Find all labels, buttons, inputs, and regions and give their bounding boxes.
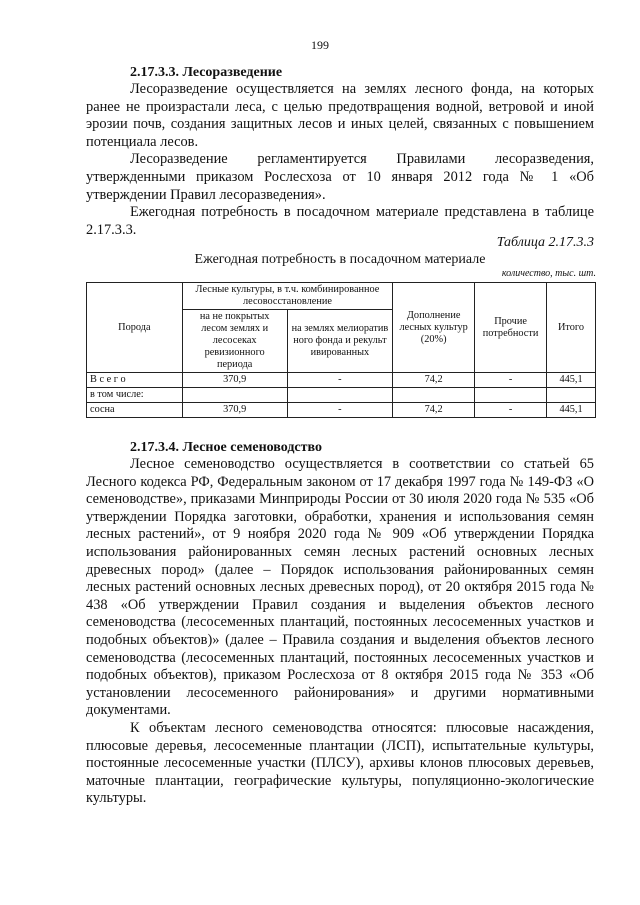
- cell: [182, 388, 287, 403]
- page-number: 199: [311, 38, 329, 52]
- cell: 74,2: [393, 373, 475, 388]
- cell: [475, 388, 547, 403]
- paragraph: Лесоразведение регламентируется Правилами лесоразведения, утвержденными приказом Рослесхоза от 10 января 2012 года № 1 «Об утверждении Правил лесоразведения».: [86, 151, 594, 203]
- table-caption: Таблица 2.17.3.3: [496, 235, 594, 250]
- paragraph: Ежегодная потребность в посадочном материале представлена в таблице 2.17.3.3.: [86, 204, 594, 238]
- section-heading-seed-production: 2.17.3.4. Лесное семеноводство: [130, 440, 322, 455]
- cell: [287, 388, 393, 403]
- paragraph: Лесное семеноводство осуществляется в соответствии со статьей 65 Лесного кодекса РФ, Федеральным законом от 17 декабря 1997 года № 149-ФЗ «О семеноводстве», приказами Минприроды России от 30 июля 2020 года № 535 «Об утверждении Порядка заготовки, обработки, хранения и использования семян лесных растений», от 9 ноября 2020 года № 909 «Об утверждении Порядка использования районированных семян лесных растений основных лесных древесных пород» (далее – Порядок использования районированных семян лесных растений основных лесных древесных пород), от 20 октября 2015 года № 438 «Об утверждении Правил создания и выделения объектов лесного семеноводства (лесосеменных плантаций, постоянных лесосеменных участков и подобных объектов)» (далее – Правила создания и выделения объектов лесного семеноводства (лесосеменных плантаций, постоянных лесосеменных участков и подобных объектов), приказом Рослесхоза от 8 октября 2015 года № 353 «Об установлении лесосеменного районирования» и другими нормативными документами.: [86, 456, 594, 719]
- table-row: [87, 373, 596, 388]
- cell: 445,1: [547, 403, 596, 418]
- cell: 370,9: [182, 373, 287, 388]
- header-forest-crops: Лесные культуры, в т.ч. комбинированное лесовосстановление: [182, 283, 392, 310]
- table-unit: количество, тыс. шт.: [501, 268, 596, 279]
- seedling-demand-table: [86, 282, 596, 418]
- row-label: в том числе:: [87, 388, 183, 403]
- cell: -: [287, 373, 393, 388]
- section-seed-production: [86, 439, 594, 808]
- header-uncovered-lands: на не покрытых лесом землях и лесосеках ревизионного периода: [182, 310, 287, 373]
- paragraph: Лесоразведение осуществляется на землях лесного фонда, на которых ранее не произрастали леса, с целью предотвращения водной, ветровой и иной эрозии почв, создания защитных лесов и иных целей, связанных с повышением потенциала лесов.: [86, 81, 594, 150]
- table-row: [87, 388, 596, 403]
- header-additional: Дополнение лесных культур (20%): [393, 283, 475, 373]
- cell: 370,9: [182, 403, 287, 418]
- cell: [547, 388, 596, 403]
- cell: [393, 388, 475, 403]
- section-heading-afforestation: 2.17.3.3. Лесоразведение: [130, 65, 283, 80]
- row-label: В с е г о: [87, 373, 183, 388]
- paragraph: К объектам лесного семеноводства относятся: плюсовые насаждения, плюсовые деревья, лесосеменные плантации (ЛСП), испытательные культуры, постоянные лесосеменные участки (ПЛСУ), архивы клонов плюсовых деревьев, маточные плантации, географические культуры, популяционно-экологические культуры.: [86, 719, 594, 807]
- table-row: [87, 403, 596, 418]
- cell: -: [475, 373, 547, 388]
- header-total: Итого: [547, 283, 596, 373]
- cell: -: [287, 403, 393, 418]
- cell: 74,2: [393, 403, 475, 418]
- header-other: Прочие потребности: [475, 283, 547, 373]
- header-species: Порода: [87, 283, 183, 373]
- cell: 445,1: [547, 373, 596, 388]
- table-title: Ежегодная потребность в посадочном материале: [194, 252, 486, 267]
- header-reclaimed-lands: на землях мелиоративного фонда и рекультивированных: [287, 310, 393, 373]
- cell: -: [475, 403, 547, 418]
- section-afforestation: [86, 64, 594, 239]
- row-label: сосна: [87, 403, 183, 418]
